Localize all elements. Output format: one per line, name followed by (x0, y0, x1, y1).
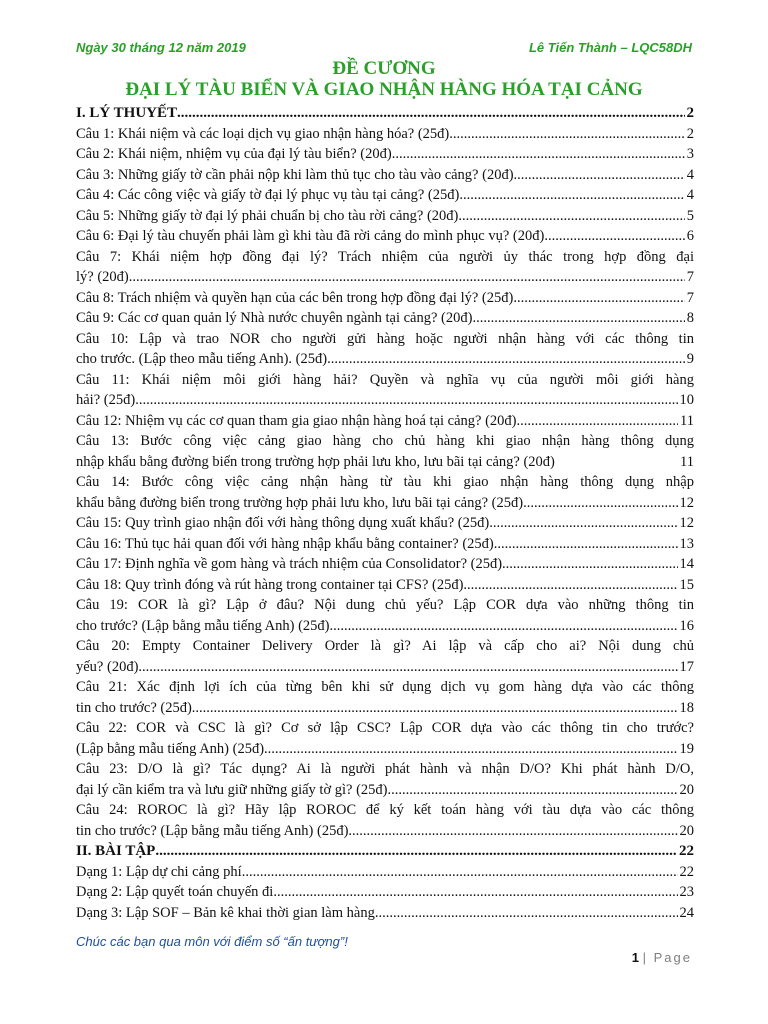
toc-page-number: 5 (686, 207, 694, 224)
toc-entry-text: Câu 4: Các công việc và giấy tờ đại lý phục vụ tàu tại cảng? (25đ) (76, 187, 460, 203)
toc-leader-dots (544, 226, 684, 247)
toc-section-heading[interactable] (76, 841, 694, 862)
toc-leader-dots (388, 780, 678, 801)
toc-entry-text: Dạng 1: Lập dự chi cảng phí (76, 863, 242, 880)
toc-leader-dots (135, 390, 677, 411)
toc-entry-text: Câu 2: Khái niệm, nhiệm vụ của đại lý tàu biển? (20đ) (76, 146, 392, 162)
toc-page-number: 15 (679, 576, 694, 593)
toc-entry-text: Câu 16: Thủ tục hải quan đối với hàng nhập khẩu bằng container? (25đ) (76, 535, 494, 552)
toc-leader-dots (242, 862, 678, 883)
toc-entry[interactable] (76, 144, 694, 165)
toc-leader-dots (458, 206, 684, 227)
toc-entry-text: Câu 3: Những giấy tờ cần phải nộp khi làm thủ tục cho tàu vào cảng? (20đ) (76, 166, 514, 183)
toc-entry[interactable] (76, 595, 694, 616)
toc-page-number: 8 (686, 310, 694, 326)
toc-page-number: 11 (680, 412, 694, 429)
toc-leader-dots (177, 103, 684, 124)
document-title: ĐỀ CƯƠNG (332, 58, 436, 79)
toc-entry[interactable] (76, 534, 694, 555)
toc-entry[interactable] (76, 554, 694, 575)
toc-leader-dots (489, 513, 677, 534)
toc-entry-text: Câu 6: Đại lý tàu chuyến phải làm gì khi tàu đã rời cảng do mình phục vụ? (20đ) (76, 228, 545, 244)
toc-entry-text: Câu 17: Định nghĩa về gom hàng và trách nhiệm của Consolidator? (25đ) (76, 556, 503, 572)
toc-page-number: 13 (679, 535, 694, 552)
toc-entry[interactable] (76, 349, 694, 370)
toc-entry-text: tin cho trước? (25đ) (76, 699, 192, 716)
toc-entry[interactable] (76, 165, 694, 186)
toc-entry[interactable] (76, 759, 694, 780)
toc-leader-dots (463, 575, 677, 596)
toc-page-number: 3 (686, 146, 694, 162)
toc-leader-dots (513, 288, 684, 309)
toc-entry-text: cho trước. (Lập theo mẫu tiếng Anh). (25đ) (76, 351, 328, 367)
toc-page-number: 19 (679, 740, 694, 757)
toc-leader-dots (514, 165, 685, 186)
toc-entry[interactable] (76, 452, 694, 473)
toc-entry-text: Câu 18: Quy trình đóng và rút hàng trong container tại CFS? (25đ) (76, 576, 464, 593)
toc-entry[interactable] (76, 698, 694, 719)
toc-entry-text: Câu 24: ROROC là gì? Hãy lập ROROC để ký kết toán hàng với tàu dựa vào các thông (76, 802, 694, 818)
toc-entry-text: cho trước? (Lập bằng mẫu tiếng Anh) (25đ) (76, 617, 330, 634)
toc-entry[interactable] (76, 636, 694, 657)
toc-page-number: 14 (679, 556, 694, 572)
toc-entry[interactable] (76, 411, 694, 432)
toc-page-number: 2 (686, 105, 694, 121)
toc-entry-text: hải? (25đ) (76, 392, 136, 408)
toc-entry-text: Câu 19: COR là gì? Lập ở đâu? Nội dung chủ yếu? Lập COR dựa vào những thông tin (76, 597, 694, 613)
toc-entry-text: Câu 1: Khái niệm và các loại dịch vụ giao nhận hàng hóa? (25đ) (76, 125, 450, 142)
toc-page-number: 12 (679, 494, 694, 511)
toc-leader-dots (517, 411, 679, 432)
toc-page-number: 17 (679, 658, 694, 675)
toc-entry[interactable] (76, 124, 694, 145)
toc-leader-dots (494, 534, 678, 555)
toc-entry-text: Dạng 3: Lập SOF – Bản kê khai thời gian làm hàng (76, 904, 375, 921)
toc-entry[interactable] (76, 472, 694, 493)
toc-leader-dots (129, 267, 685, 288)
toc-entry[interactable] (76, 800, 694, 821)
toc-entry[interactable] (76, 780, 694, 801)
toc-entry[interactable] (76, 308, 694, 329)
page-number (632, 950, 692, 965)
toc-leader-dots (264, 739, 677, 760)
toc-leader-dots (502, 554, 677, 575)
toc-leader-dots (449, 124, 684, 145)
toc-entry-text: Câu 9: Các cơ quan quản lý Nhà nước chuyên ngành tại cảng? (20đ) (76, 310, 473, 326)
toc-page-number: 18 (679, 699, 694, 716)
page-label: | Page (642, 950, 692, 965)
toc-entry[interactable] (76, 390, 694, 411)
toc-entry[interactable] (76, 329, 694, 350)
toc-entry-text: Câu 14: Bước công việc cảng nhận hàng từ tàu khi giao nhận hàng thông dụng nhập (76, 474, 694, 490)
toc-leader-dots (375, 903, 678, 924)
toc-entry-text: Câu 13: Bước công việc cảng giao hàng cho chủ hàng khi giao nhận hàng thông dụng (76, 433, 694, 449)
toc-entry[interactable] (76, 267, 694, 288)
toc-entry-text: Dạng 2: Lập quyết toán chuyến đi (76, 884, 274, 900)
toc-entry[interactable] (76, 575, 694, 596)
toc-page-number: 22 (679, 863, 694, 880)
toc-page-number: 9 (686, 351, 694, 367)
toc-page-number: 20 (679, 781, 694, 798)
toc-page-number: 4 (686, 166, 694, 183)
toc-entry[interactable] (76, 862, 694, 883)
toc-entry[interactable] (76, 226, 694, 247)
toc-section-heading[interactable] (76, 103, 694, 124)
toc-page-number: 20 (679, 822, 694, 839)
toc-entry-text: lý? (20đ) (76, 269, 129, 285)
toc-entry-text: Câu 7: Khái niệm hợp đồng đại lý? Trách nhiệm của người ủy thác trong hợp đồng đại (76, 248, 694, 265)
toc-entry-text: Câu 23: D/O là gì? Tác dụng? Ai là người phát hành và nhận D/O? Khi phát hành D/O, (76, 761, 694, 777)
toc-page-number: 22 (679, 843, 694, 859)
toc-page-number: 24 (679, 904, 694, 921)
toc-entry-text: Câu 22: COR và CSC là gì? Cơ sở lập CSC? Lập COR dựa vào các thông tin cho trước? (76, 720, 694, 736)
toc-leader-dots (273, 882, 677, 903)
toc-entry-text: Câu 12: Nhiệm vụ các cơ quan tham gia giao nhận hàng hoá tại cảng? (20đ) (76, 412, 517, 429)
toc-entry-text: nhập khẩu bằng đường biển trong trường hợp phải lưu kho, lưu bãi tại cảng? (20đ) (76, 453, 555, 470)
toc-entry[interactable] (76, 247, 694, 268)
toc-entry-text: Câu 20: Empty Container Delivery Order là gì? Ai lập và cấp cho ai? Nội dung chủ (76, 638, 694, 654)
toc-entry-text: đại lý cần kiểm tra và lưu giữ những giấy tờ gì? (25đ) (76, 781, 388, 798)
toc-entry[interactable] (76, 370, 694, 391)
toc-page-number: 12 (679, 515, 694, 531)
toc-leader-dots (192, 698, 678, 719)
toc-leader-dots (523, 493, 677, 514)
toc-entry-text: yếu? (20đ) (76, 658, 139, 675)
toc-entry[interactable] (76, 288, 694, 309)
toc-page-number: 6 (686, 228, 694, 244)
toc-entry-text: Câu 11: Khái niệm môi giới hàng hải? Quyền và nghĩa vụ của người môi giới hàng (76, 371, 694, 388)
table-of-contents (76, 103, 694, 923)
toc-page-number: 23 (679, 884, 694, 900)
toc-leader-dots (155, 841, 677, 862)
toc-entry[interactable] (76, 718, 694, 739)
toc-page-number: 16 (679, 617, 694, 634)
toc-leader-dots (330, 616, 678, 637)
toc-entry[interactable] (76, 493, 694, 514)
toc-entry-text: Câu 15: Quy trình giao nhận đối với hàng thông dụng xuất khẩu? (25đ) (76, 515, 490, 531)
toc-entry-text: khẩu bằng đường biển trong trường hợp phải lưu kho, lưu bãi tại cảng? (25đ) (76, 494, 524, 511)
toc-entry-text: Câu 8: Trách nhiệm và quyền hạn của các bên trong hợp đồng đại lý? (25đ) (76, 289, 514, 306)
toc-page-number: 10 (679, 392, 694, 408)
toc-entry-text: Câu 10: Lập và trao NOR cho người gửi hàng hoặc người nhận hàng với các thông tin (76, 330, 694, 347)
toc-entry[interactable] (76, 657, 694, 678)
toc-entry-text: Câu 5: Những giấy tờ đại lý phải chuẩn bị cho tàu rời cảng? (20đ) (76, 207, 459, 224)
toc-entry[interactable] (76, 431, 694, 452)
document-subtitle: ĐẠI LÝ TÀU BIỂN VÀ GIAO NHẬN HÀNG HÓA TẠI CẢNG (125, 79, 643, 100)
toc-entry-text: tin cho trước? (Lập bằng mẫu tiếng Anh) (25đ) (76, 822, 349, 839)
toc-entry-text: (Lập bằng mẫu tiếng Anh) (25đ) (76, 740, 265, 757)
toc-entry[interactable] (76, 206, 694, 227)
toc-entry[interactable] (76, 513, 694, 534)
page-number-value: 1 (631, 950, 640, 965)
toc-entry[interactable] (76, 821, 694, 842)
header-author: Lê Tiến Thành – LQC58DH (528, 40, 692, 55)
toc-entry[interactable] (76, 185, 694, 206)
toc-page-number: 2 (686, 125, 694, 142)
toc-entry[interactable] (76, 882, 694, 903)
toc-page-number: 7 (686, 269, 694, 285)
toc-entry-text: II. BÀI TẬP (76, 843, 156, 859)
toc-entry[interactable] (76, 616, 694, 637)
toc-entry-text: I. LÝ THUYẾT (76, 105, 178, 121)
toc-leader-dots (348, 821, 677, 842)
toc-entry[interactable] (76, 739, 694, 760)
toc-entry[interactable] (76, 677, 694, 698)
toc-page-number: 7 (686, 289, 694, 306)
toc-leader-dots (392, 144, 685, 165)
footer-note: Chúc các bạn qua môn với điểm số “ấn tượng”! (76, 934, 348, 949)
toc-page-number: 4 (686, 187, 694, 203)
header-date: Ngày 30 tháng 12 năm 2019 (76, 40, 246, 55)
toc-entry-text: Câu 21: Xác định lợi ích của từng bên khi sử dụng dịch vụ gom hàng dựa vào các thông (76, 679, 694, 695)
toc-page-number: 11 (680, 453, 694, 470)
toc-leader-dots (138, 657, 677, 678)
toc-leader-dots (327, 349, 685, 370)
toc-leader-dots (472, 308, 684, 329)
toc-leader-dots (459, 185, 684, 206)
toc-entry[interactable] (76, 903, 694, 924)
